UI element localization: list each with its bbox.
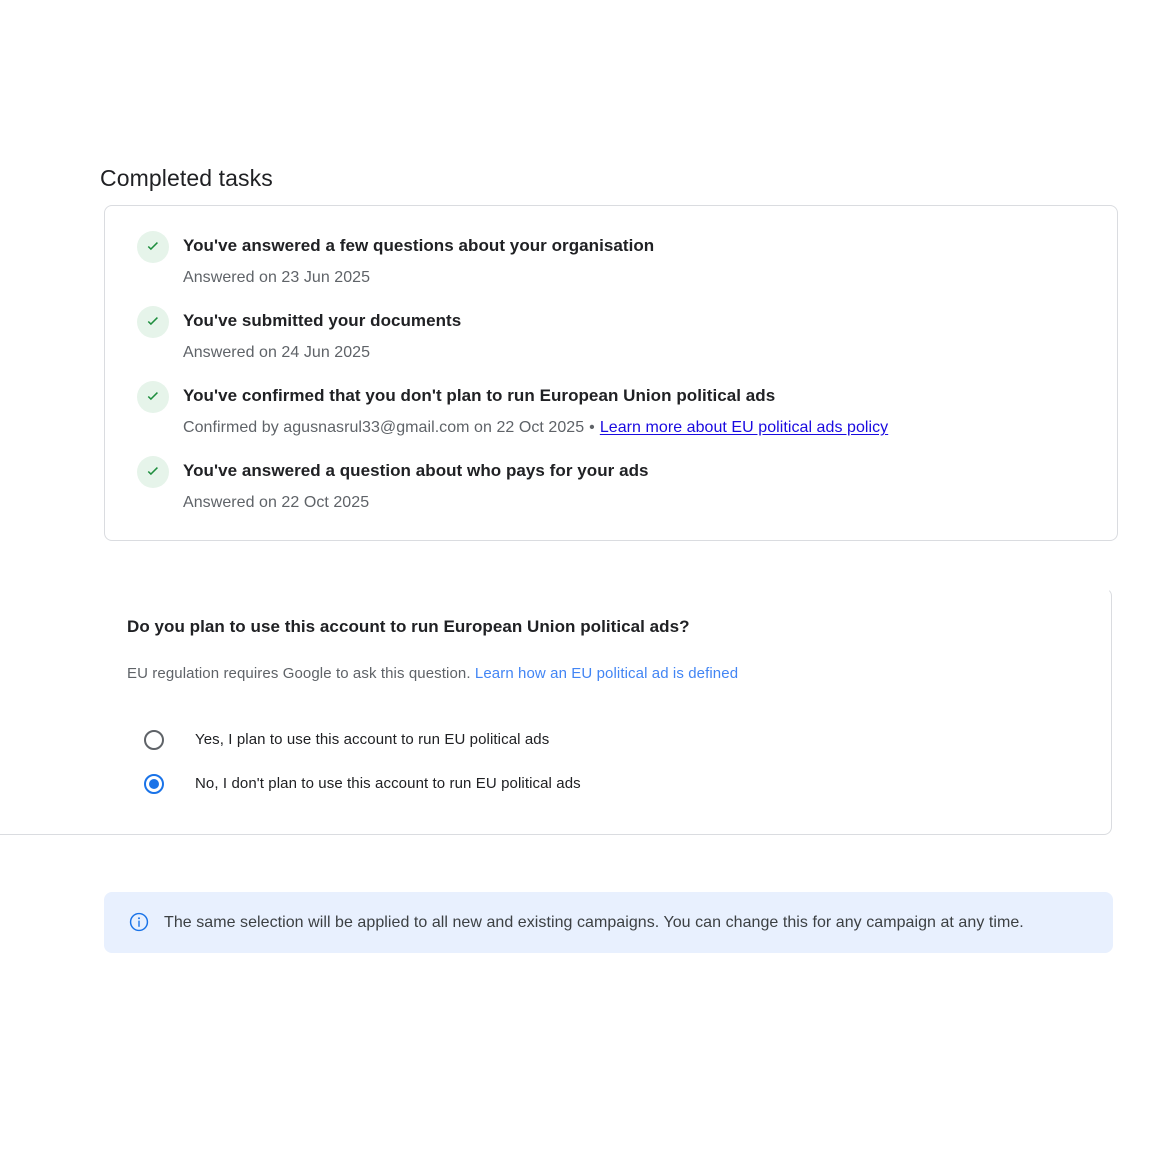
task-subtitle: Answered on 24 Jun 2025 [183,344,371,361]
task-title: You've answered a question about who pays for your ads [183,461,649,480]
eu-political-ad-definition-link[interactable]: Learn how an EU political ad is defined [474,665,739,682]
list-item [105,299,1117,374]
radio-button-no[interactable] [144,774,164,794]
eu-political-ads-question-card [0,588,1112,835]
task-title: You've answered a few questions about your organisation [183,236,655,255]
radio-label-no: No, I don't plan to use this account to run EU political ads [195,775,581,792]
question-title: Do you plan to use this account to run European Union political ads? [127,617,690,636]
check-icon [137,306,169,338]
check-icon [137,231,169,263]
radio-button-yes[interactable] [144,730,164,750]
list-item-text [183,383,888,440]
list-item [105,374,1117,449]
radio-option-yes[interactable] [0,718,1111,762]
radio-label-yes: Yes, I plan to use this account to run EU political ads [195,731,550,748]
info-banner-text: The same selection will be applied to all new and existing campaigns. You can change this for any campaign at any time. [164,914,1024,931]
task-subtitle [183,416,888,440]
question-description-text: EU regulation requires Google to ask this question. [127,665,471,682]
check-icon [137,456,169,488]
task-title: You've confirmed that you don't plan to run European Union political ads [183,386,776,405]
task-title: You've submitted your documents [183,311,462,330]
completed-tasks-card [104,205,1118,541]
list-item [105,449,1117,524]
page-title: Completed tasks [100,165,273,191]
task-subtitle: Answered on 23 Jun 2025 [183,269,371,286]
list-item-text [183,458,649,515]
radio-group [0,718,1111,806]
radio-option-no[interactable] [0,762,1111,806]
question-description [127,663,1111,685]
info-icon [128,911,150,933]
check-icon [137,381,169,413]
list-item-text [183,233,654,290]
eu-political-ads-policy-link[interactable]: Learn more about EU political ads policy [599,419,889,436]
list-item [105,224,1117,299]
task-subtitle-text: Confirmed by agusnasrul33@gmail.com on 22 Oct 2025 [183,419,585,436]
bullet-separator: • [589,419,595,436]
task-subtitle: Answered on 22 Oct 2025 [183,494,370,511]
list-item-text [183,308,461,365]
info-banner [104,892,1113,953]
